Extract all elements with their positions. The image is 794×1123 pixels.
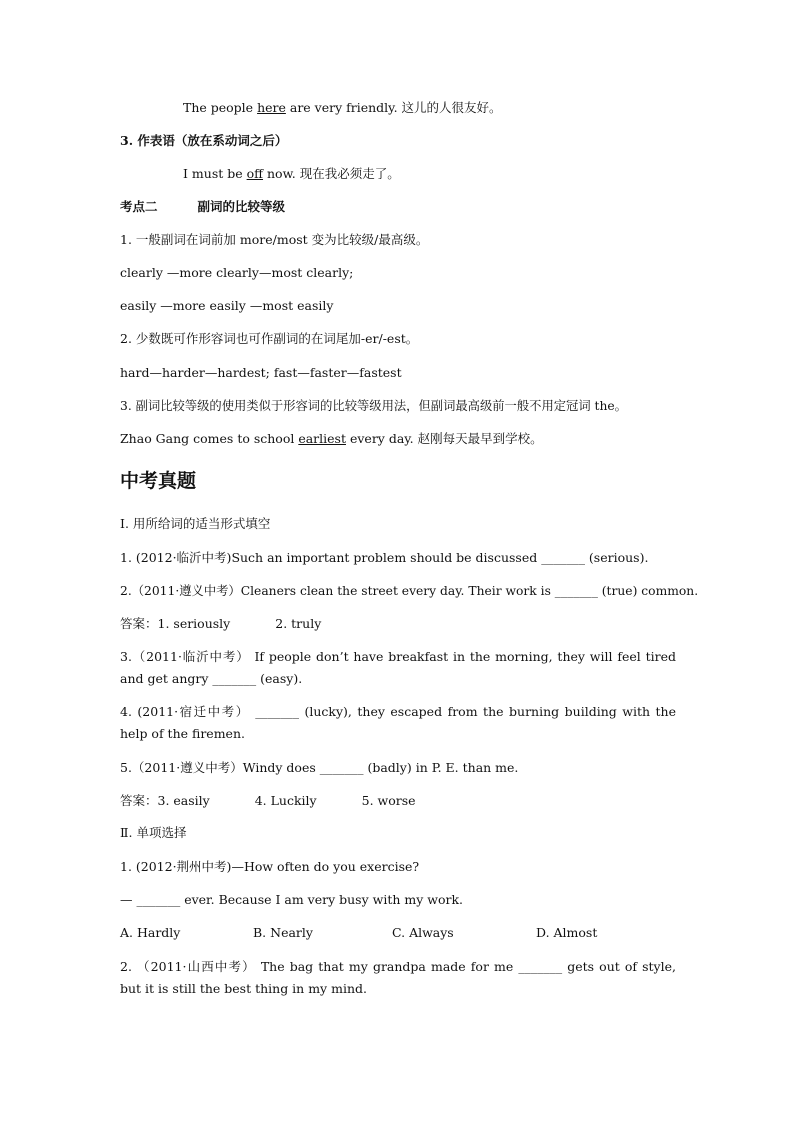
text: Zhao Gang comes to school: [120, 431, 299, 446]
example-hard-fast: hard—harder—hardest; fast—faster—fastest: [120, 365, 402, 380]
question-2: 2.（2011·遵义中考）Cleaners clean the street every day. Their work is _______ (true) common.: [120, 584, 699, 598]
option-b: B. Nearly: [253, 925, 313, 940]
mc-question-2: 2. （2011·山西中考） The bag that my grandpa made for me _______ gets out of style, but it is still the best thing in my mind.: [120, 959, 676, 996]
mc-question-1-reply: — _______ ever. Because I am very busy with my work.: [120, 892, 464, 907]
answers-1-2: [120, 613, 676, 635]
point-3-heading: 3. 作表语（放在系动词之后）: [120, 133, 288, 148]
mc-question-1: 1. (2012·荆州中考)—How often do you exercise?: [120, 859, 420, 874]
text: The people: [183, 100, 258, 115]
example-earliest: [120, 428, 676, 450]
mc-options: [120, 922, 676, 944]
section-kaodian-2: [120, 196, 676, 218]
text: are very friendly. 这儿的人很友好。: [285, 100, 502, 115]
text: I must be: [183, 166, 247, 181]
answer-3: 答案：3. easily: [120, 793, 210, 808]
option-c: C. Always: [392, 925, 454, 940]
question-3: 3.（2011·临沂中考） If people don’t have breakfast in the morning, they will feel tired and get angry _______ (easy).: [120, 649, 676, 686]
underlined-word: off: [246, 166, 264, 181]
section-title: 中考真题: [120, 470, 197, 492]
text: now. 现在我必须走了。: [263, 166, 400, 181]
example-easily: easily —more easily —most easily: [120, 298, 334, 313]
kaodian-label: 考点二: [120, 199, 158, 214]
example-off: [183, 163, 739, 185]
rule-2: 2. 少数既可作形容词也可作副词的在词尾加-er/-est。: [120, 331, 419, 346]
kaodian-title: 副词的比较等级: [197, 199, 286, 214]
rule-3: 3. 副词比较等级的使用类似于形容词的比较等级用法，但副词最高级前一般不用定冠词 the。: [120, 399, 627, 413]
answer-2: 2. truly: [275, 616, 322, 631]
rule-1: 1. 一般副词在词前加 more/most 变为比较级/最高级。: [120, 232, 429, 247]
example-here: [183, 97, 739, 119]
question-5: 5.（2011·遵义中考）Windy does _______ (badly) in P. E. than me.: [120, 760, 519, 775]
question-4: 4. (2011·宿迁中考） _______ (lucky), they escaped from the burning building with the help of the firemen.: [120, 704, 676, 741]
underlined-word: here: [257, 100, 286, 115]
part1-title: Ⅰ. 用所给词的适当形式填空: [120, 516, 271, 531]
answer-5: 5. worse: [361, 793, 416, 808]
answer-4: 4. Luckily: [254, 793, 317, 808]
part2-title: Ⅱ. 单项选择: [120, 825, 187, 840]
option-a: A. Hardly: [120, 925, 181, 940]
example-clearly: clearly —more clearly—most clearly;: [120, 265, 354, 280]
answers-3-5: [120, 790, 676, 812]
text: every day. 赵刚每天最早到学校。: [345, 431, 543, 446]
answer-1: 答案：1. seriously: [120, 616, 231, 631]
question-1: 1. (2012·临沂中考)Such an important problem should be discussed _______ (serious).: [120, 550, 649, 565]
option-d: D. Almost: [536, 925, 598, 940]
underlined-word: earliest: [298, 431, 346, 446]
